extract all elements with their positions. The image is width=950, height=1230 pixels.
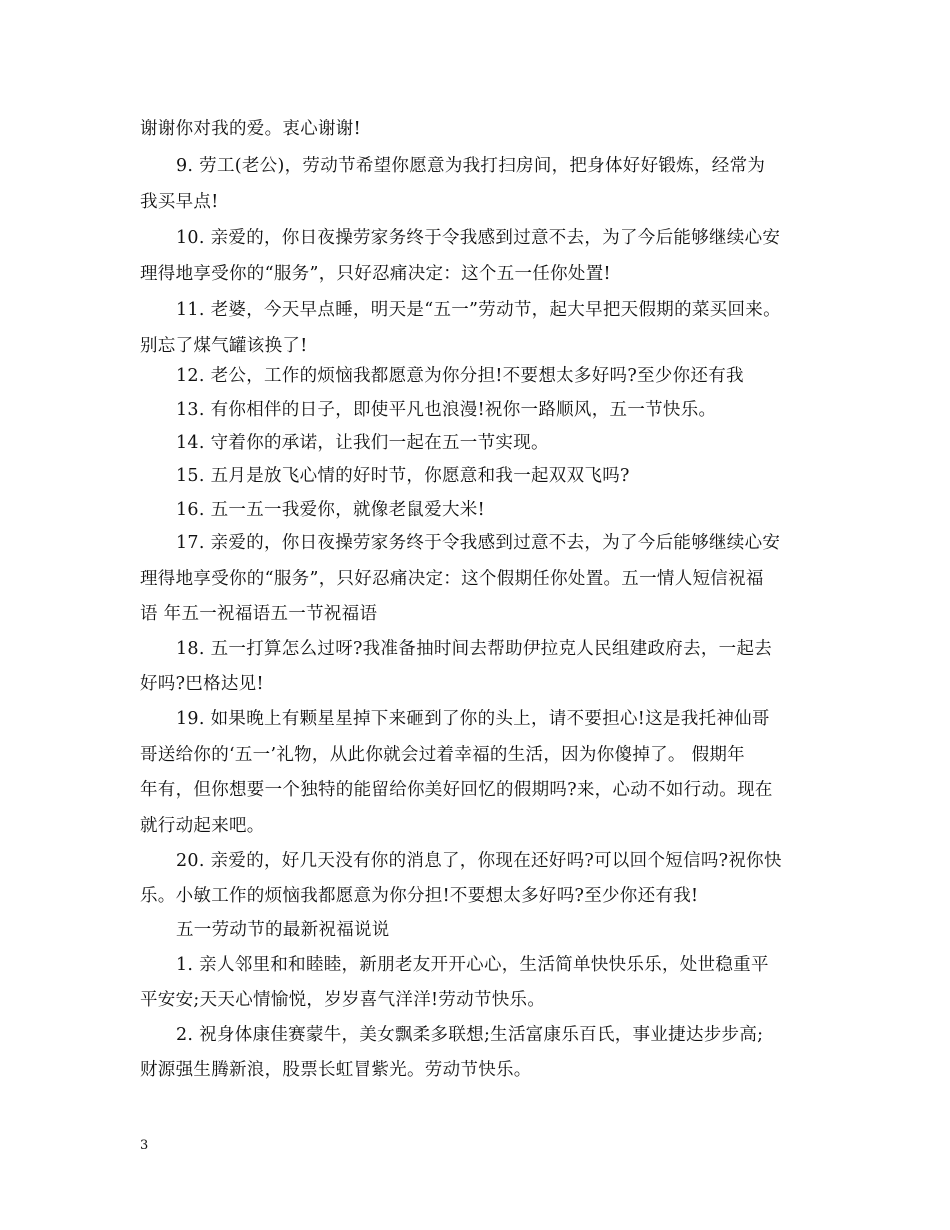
text-line: 年有，但你想要一个独特的能留给你美好回忆的假期吗?来，心动不如行动。现在 bbox=[140, 780, 773, 800]
text-line: 18. 五一打算怎么过呀?我准备抽时间去帮助伊拉克人民组建政府去，一起去 bbox=[176, 639, 773, 659]
text-line: 乐。小敏工作的烦恼我都愿意为你分担!不要想太多好吗?至少你还有我! bbox=[140, 886, 699, 906]
text-line: 谢谢你对我的爱。衷心谢谢! bbox=[140, 119, 361, 139]
text-line: 2. 祝身体康佳赛蒙牛，美女飘柔多联想;生活富康乐百氏，事业捷达步步高; bbox=[176, 1025, 764, 1045]
text-line: 就行动起来吧。 bbox=[140, 816, 265, 836]
text-line: 14. 守着你的承诺，让我们一起在五一节实现。 bbox=[176, 433, 549, 453]
text-line: 财源强生腾新浪，股票长虹冒紫光。劳动节快乐。 bbox=[140, 1060, 532, 1080]
text-line: 1. 亲人邻里和和睦睦，新朋老友开开心心，生活简单快快乐乐，处世稳重平 bbox=[176, 955, 769, 975]
text-line: 11. 老婆，今天早点睡，明天是“五一”劳动节，起大早把天假期的菜买回来。 bbox=[176, 300, 781, 320]
text-line: 15. 五月是放飞心情的好时节，你愿意和我一起双双飞吗? bbox=[176, 466, 630, 486]
page-number: 3 bbox=[140, 1138, 149, 1153]
text-line: 别忘了煤气罐该换了! bbox=[140, 336, 308, 356]
text-line: 好吗?巴格达见! bbox=[140, 674, 264, 694]
text-line: 理得地享受你的“服务”，只好忍痛决定：这个假期任你处置。五一情人短信祝福 bbox=[140, 569, 764, 589]
text-line: 9. 劳工(老公)，劳动节希望你愿意为我打扫房间，把身体好好锻炼，经常为 bbox=[176, 156, 766, 176]
text-line: 19. 如果晚上有颗星星掉下来砸到了你的头上，请不要担心!这是我托神仙哥 bbox=[176, 709, 770, 729]
text-line: 10. 亲爱的，你日夜操劳家务终于令我感到过意不去，为了今后能够继续心安 bbox=[176, 228, 781, 248]
text-line: 20. 亲爱的，好几天没有你的消息了，你现在还好吗?可以回个短信吗?祝你快 bbox=[176, 851, 782, 871]
text-line: 平安安;天天心情愉悦，岁岁喜气洋洋!劳动节快乐。 bbox=[140, 990, 546, 1010]
text-line: 哥送给你的‘五一’礼物，从此你就会过着幸福的生活，因为你傻掉了。 假期年 bbox=[140, 745, 745, 765]
text-line: 13. 有你相伴的日子，即使平凡也浪漫!祝你一路顺风，五一节快乐。 bbox=[176, 400, 717, 420]
text-line: 我买早点! bbox=[140, 192, 219, 212]
text-line: 17. 亲爱的，你日夜操劳家务终于令我感到过意不去，为了今后能够继续心安 bbox=[176, 533, 781, 553]
text-line: 16. 五一五一我爱你，就像老鼠爱大米! bbox=[176, 500, 485, 520]
text-line: 语 年五一祝福语五一节祝福语 bbox=[140, 604, 378, 624]
text-line: 理得地享受你的“服务”，只好忍痛决定：这个五一任你处置! bbox=[140, 264, 611, 284]
section-heading: 五一劳动节的最新祝福说说 bbox=[176, 920, 390, 940]
text-line: 12. 老公，工作的烦恼我都愿意为你分担!不要想太多好吗?至少你还有我 bbox=[176, 366, 744, 386]
